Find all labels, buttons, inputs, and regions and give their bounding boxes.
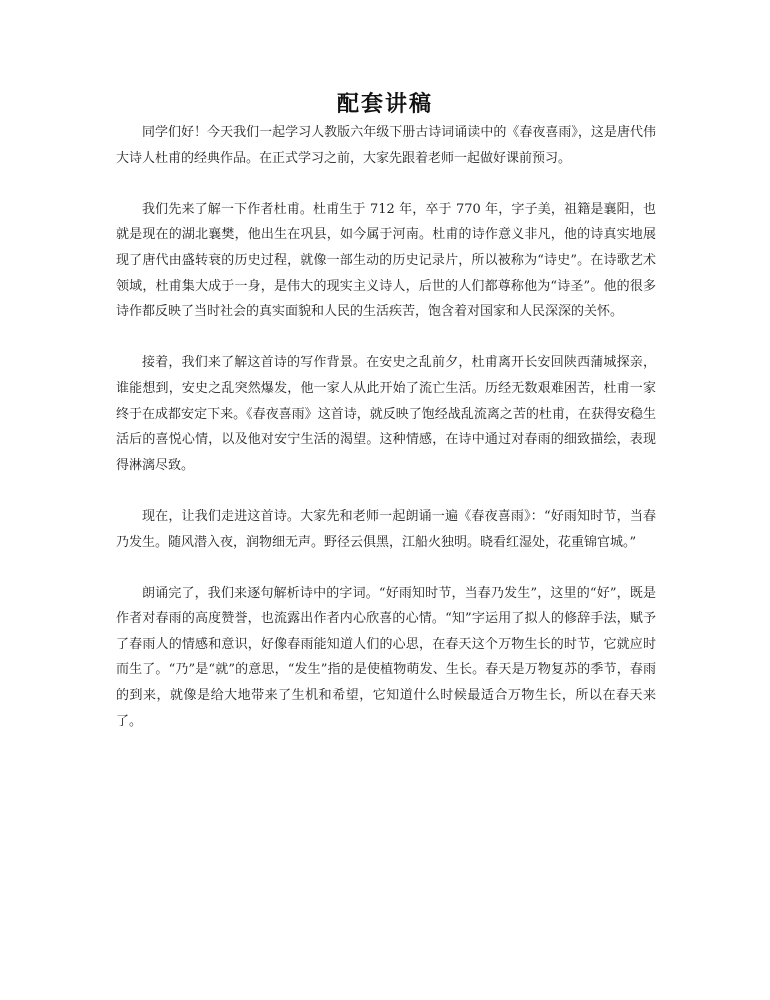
document-title: 配套讲稿 — [336, 92, 433, 117]
document-body — [116, 120, 656, 760]
paragraph-poem-recital: 现在，让我们走进这首诗。大家先和老师一起朗诵一遍《春夜喜雨》：“好雨知时节，当春乃发生。随风潜入夜，润物细无声。野径云俱黑，江船火独明。晓看红湿处，花重锦官城。” — [116, 508, 656, 550]
paragraph-introduction: 同学们好！今天我们一起学习人教版六年级下册古诗词诵读中的《春夜喜雨》，这是唐代伟大诗人杜甫的经典作品。在正式学习之前，大家先跟着老师一起做好课前预习。 — [116, 125, 656, 166]
paragraph-analysis: 朗诵完了，我们来逐句解析诗中的字词。“好雨知时节，当春乃发生”，这里的“好”，既是作者对春雨的高度赞誉，也流露出作者内心欣喜的心情。“知”字运用了拟人的修辞手法，赋予了春雨人的情感和意识，好像春雨能知道人们的心思，在春天这个万物生长的时节，它就应时而生了。“乃”是“就”的意思，“发生”指的是使植物萌发、生长。春天是万物复苏的季节，春雨的到来，就像是给大地带来了生机和希望，它知道什么时候最适合万物生长，所以在春天来了。 — [116, 585, 656, 729]
paragraph-author: 我们先来了解一下作者杜甫。杜甫生于 712 年，卒于 770 年，字子美，祖籍是襄阳，也就是现在的湖北襄樊，他出生在巩县，如今属于河南。杜甫的诗作意义非凡，他的诗真实地展现了唐代由盛转衰的历史过程，就像一部生动的历史记录片，所以被称为“诗史”。在诗歌艺术领域，杜甫集大成于一身，是伟大的现实主义诗人，后世的人们都尊称他为“诗圣”。他的很多诗作都反映了当时社会的真实面貌和人民的生活疾苦，饱含着对国家和人民深深的关怀。 — [116, 201, 656, 320]
paragraph-background: 接着，我们来了解这首诗的写作背景。在安史之乱前夕，杜甫离开长安回陕西蒲城探亲，谁能想到，安史之乱突然爆发，他一家人从此开始了流亡生活。历经无数艰难困苦，杜甫一家终于在成都安定下来。《春夜喜雨》这首诗，就反映了饱经战乱流离之苦的杜甫，在获得安稳生活后的喜悦心情，以及他对安宁生活的渴望。这种情感，在诗中通过对春雨的细致描绘，表现得淋漓尽致。 — [116, 355, 656, 473]
